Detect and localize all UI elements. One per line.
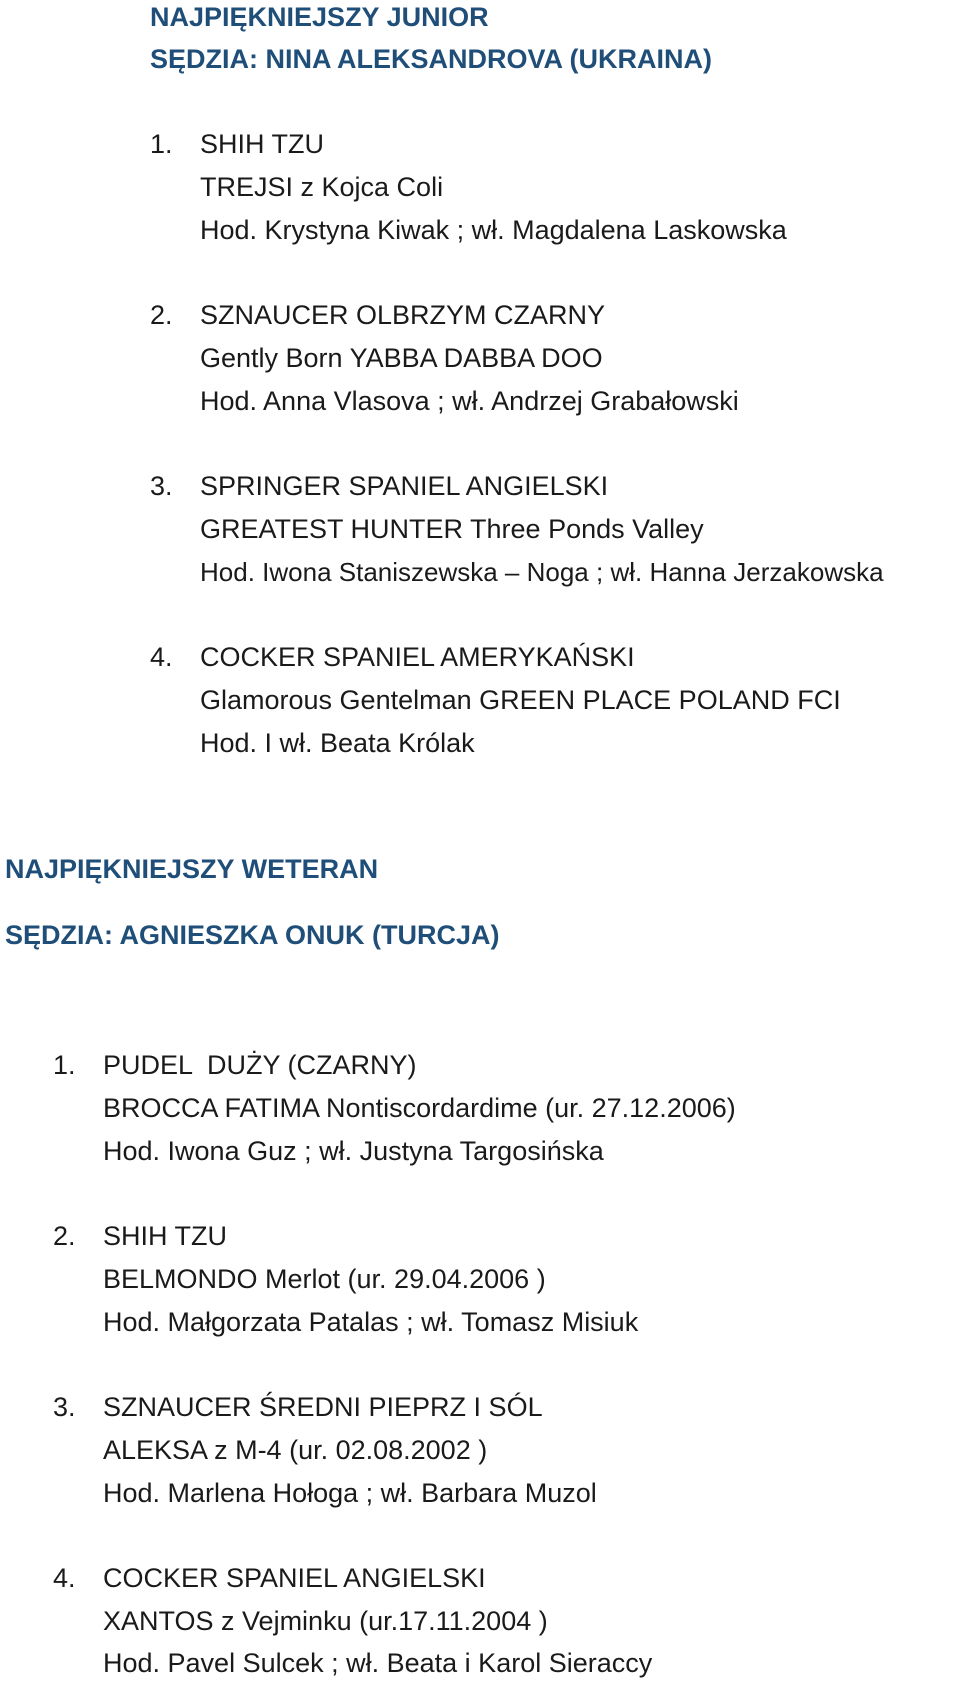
veteran-entry-2-breed: SHIH TZU bbox=[103, 1221, 228, 1251]
junior-entry-3-owners: Hod. Iwona Staniszewska – Noga ; wł. Hanna Jerzakowska bbox=[200, 557, 884, 587]
veteran-entry-1-number: 1. bbox=[53, 1050, 76, 1080]
veteran-entry-3-name: ALEKSA z M-4 (ur. 02.08.2002 ) bbox=[103, 1435, 488, 1465]
veteran-entry-2-name: BELMONDO Merlot (ur. 29.04.2006 ) bbox=[103, 1264, 546, 1294]
veteran-entry-4-name: XANTOS z Vejminku (ur.17.11.2004 ) bbox=[103, 1606, 548, 1636]
junior-entry-4-owners: Hod. I wł. Beata Królak bbox=[200, 728, 475, 758]
veteran-entry-3-breed: SZNAUCER ŚREDNI PIEPRZ I SÓL bbox=[103, 1392, 543, 1422]
junior-entry-4-name: Glamorous Gentelman GREEN PLACE POLAND FCI bbox=[200, 685, 841, 715]
veteran-entry-4-breed: COCKER SPANIEL ANGIELSKI bbox=[103, 1563, 486, 1593]
veteran-title: NAJPIĘKNIEJSZY WETERAN bbox=[5, 854, 379, 884]
veteran-entry-1-owners: Hod. Iwona Guz ; wł. Justyna Targosińska bbox=[103, 1136, 604, 1166]
junior-entry-1-name: TREJSI z Kojca Coli bbox=[200, 172, 444, 202]
veteran-entry-1-breed: PUDEL DUŻY (CZARNY) bbox=[103, 1050, 417, 1080]
junior-entry-2-name: Gently Born YABBA DABBA DOO bbox=[200, 343, 603, 373]
junior-title: NAJPIĘKNIEJSZY JUNIOR bbox=[150, 2, 489, 32]
junior-entry-3-breed: SPRINGER SPANIEL ANGIELSKI bbox=[200, 471, 609, 501]
junior-entry-1-breed: SHIH TZU bbox=[200, 129, 325, 159]
junior-entry-1-number: 1. bbox=[150, 129, 173, 159]
junior-entry-1-owners: Hod. Krystyna Kiwak ; wł. Magdalena Laskowska bbox=[200, 215, 787, 245]
junior-entry-2-breed: SZNAUCER OLBRZYM CZARNY bbox=[200, 300, 606, 330]
veteran-entry-2-number: 2. bbox=[53, 1221, 76, 1251]
veteran-entry-1-name: BROCCA FATIMA Nontiscordardime (ur. 27.12.2006) bbox=[103, 1093, 736, 1123]
veteran-entry-3-owners: Hod. Marlena Hołoga ; wł. Barbara Muzol bbox=[103, 1478, 597, 1508]
junior-entry-3-name: GREATEST HUNTER Three Ponds Valley bbox=[200, 514, 704, 544]
veteran-entry-4-owners: Hod. Pavel Sulcek ; wł. Beata i Karol Sieraccy bbox=[103, 1648, 653, 1678]
veteran-judge: SĘDZIA: AGNIESZKA ONUK (TURCJA) bbox=[5, 920, 500, 950]
veteran-entry-2-owners: Hod. Małgorzata Patalas ; wł. Tomasz Misiuk bbox=[103, 1307, 639, 1337]
junior-entry-4-number: 4. bbox=[150, 642, 173, 672]
veteran-entry-4-number: 4. bbox=[53, 1563, 76, 1593]
junior-entry-4-breed: COCKER SPANIEL AMERYKAŃSKI bbox=[200, 642, 635, 672]
junior-entry-3-number: 3. bbox=[150, 471, 173, 501]
junior-judge: SĘDZIA: NINA ALEKSANDROVA (UKRAINA) bbox=[150, 44, 712, 74]
junior-entry-2-number: 2. bbox=[150, 300, 173, 330]
junior-entry-2-owners: Hod. Anna Vlasova ; wł. Andrzej Grabałowski bbox=[200, 386, 739, 416]
veteran-entry-3-number: 3. bbox=[53, 1392, 76, 1422]
